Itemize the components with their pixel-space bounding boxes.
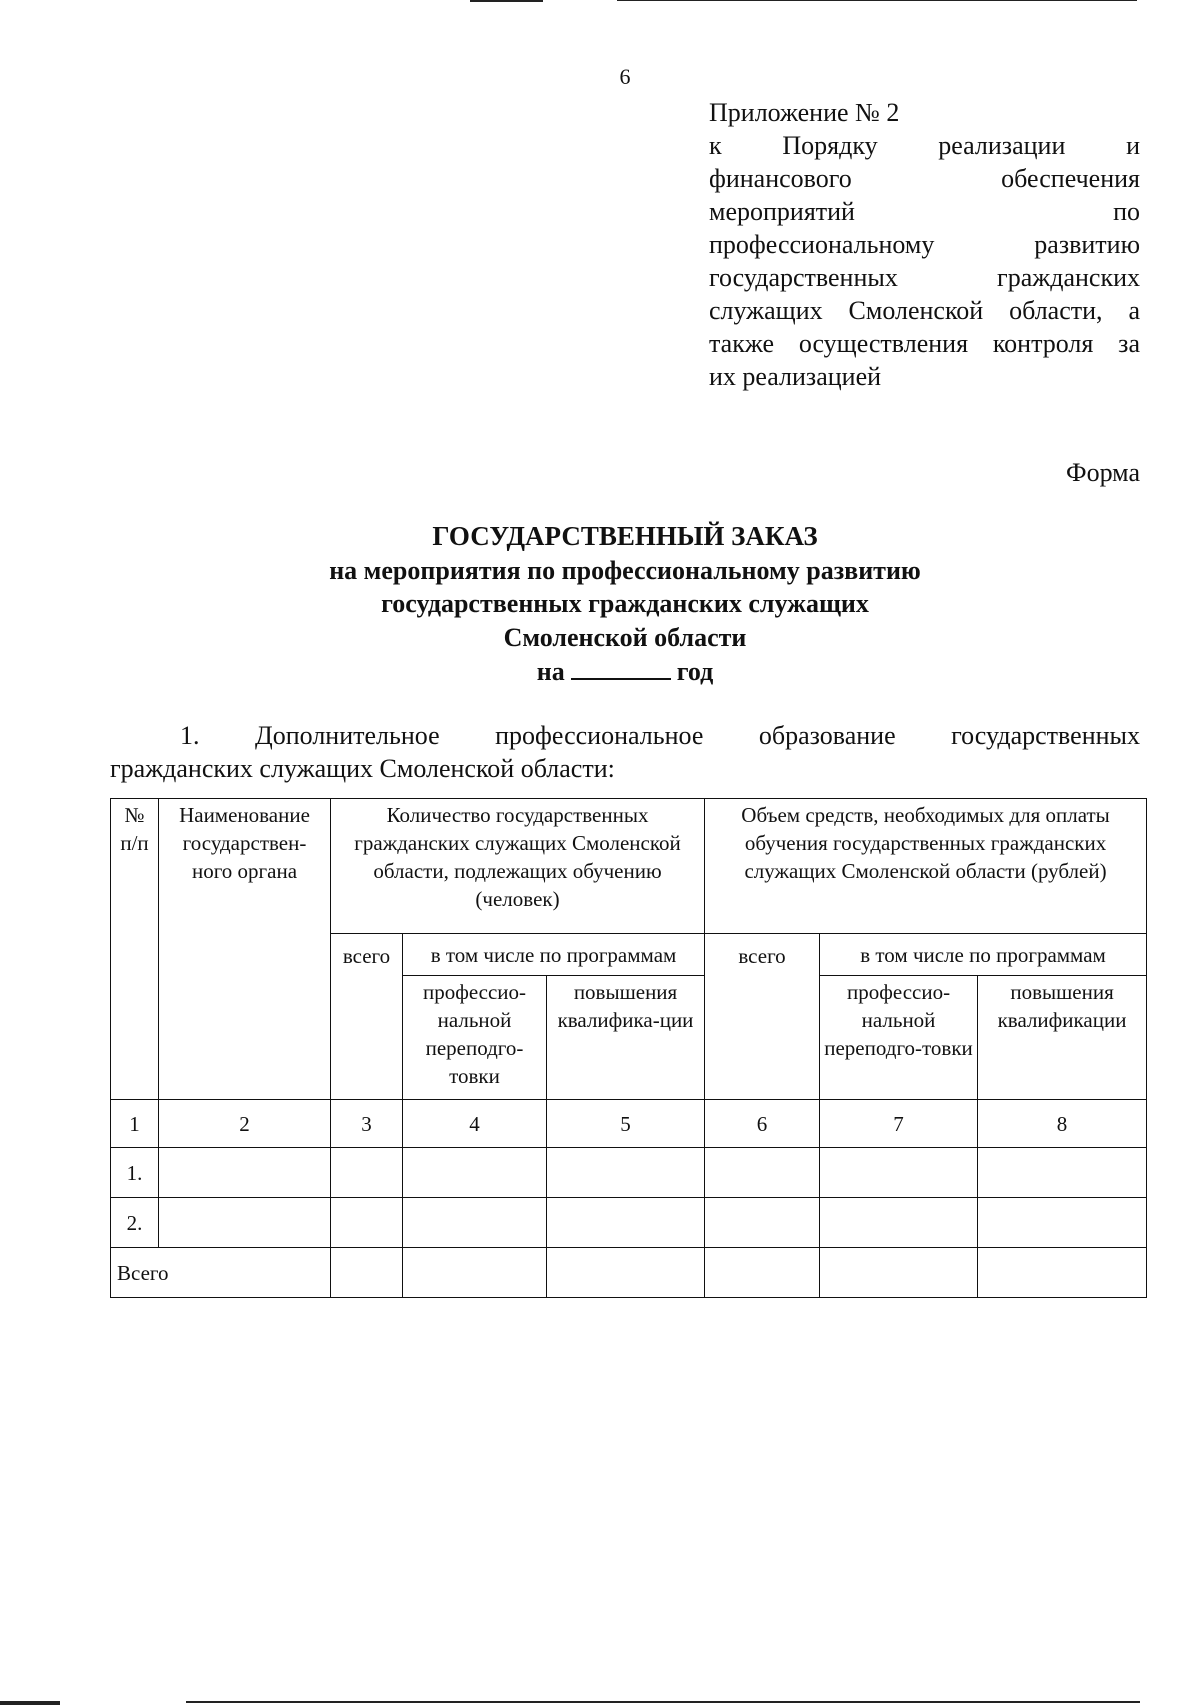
table-cell[interactable] [547, 1248, 705, 1298]
scan-artifact-top [617, 0, 1137, 1]
row-number: 1. [111, 1148, 159, 1198]
table-cell[interactable] [403, 1248, 547, 1298]
table-cell[interactable] [978, 1198, 1147, 1248]
header-funds-incl: в том числе по программам [820, 934, 1147, 976]
header-count-group: Количество государственных гражданских служащих Смоленской области, подлежащих обучению (человек) [331, 799, 705, 934]
table-cell[interactable] [403, 1148, 547, 1198]
appendix-line: государственных гражданских [709, 263, 1140, 292]
appendix-line: Приложение № 2 [709, 98, 900, 127]
title-year-line [110, 654, 1140, 689]
table-cell[interactable] [403, 1198, 547, 1248]
column-number: 5 [547, 1100, 705, 1148]
title-line: Смоленской области [503, 622, 747, 652]
section-line: 1. Дополнительное профессиональное образование государственных [180, 721, 1140, 750]
year-blank [571, 654, 671, 680]
table-cell[interactable] [159, 1148, 331, 1198]
document-title [110, 520, 1140, 689]
scan-artifact-top [470, 0, 543, 2]
section-line: гражданских служащих Смоленской области: [110, 754, 615, 783]
header-funds-total: всего [705, 934, 820, 1100]
appendix-line: их реализацией [709, 362, 882, 391]
title-main: ГОСУДАРСТВЕННЫЙ ЗАКАЗ [432, 521, 818, 551]
year-suffix: год [676, 657, 714, 686]
page-number: 6 [619, 64, 631, 89]
table-cell[interactable] [978, 1148, 1147, 1198]
table-cell[interactable] [978, 1248, 1147, 1298]
table-cell[interactable] [159, 1198, 331, 1248]
header-count-incl: в том числе по программам [403, 934, 705, 976]
appendix-block [709, 96, 1140, 393]
row-number: 2. [111, 1198, 159, 1248]
order-table [110, 798, 1147, 1298]
form-label: Форма [1066, 458, 1140, 487]
title-line: государственных гражданских служащих [381, 589, 869, 618]
column-number: 2 [159, 1100, 331, 1148]
column-number: 8 [978, 1100, 1147, 1148]
table-cell[interactable] [820, 1248, 978, 1298]
table-cell[interactable] [331, 1248, 403, 1298]
header-count-total: всего [331, 934, 403, 1100]
header-funds-qualification: повышения квалификации [978, 976, 1147, 1100]
total-label: Всего [111, 1248, 331, 1298]
appendix-line: также осуществления контроля за [709, 329, 1140, 358]
appendix-line: к Порядку реализации и [709, 131, 1140, 160]
header-funds-group: Объем средств, необходимых для оплаты обучения государственных гражданских служащих Смоленской области (рублей) [705, 799, 1147, 934]
table-cell[interactable] [820, 1148, 978, 1198]
year-prefix: на [536, 657, 565, 686]
column-number: 7 [820, 1100, 978, 1148]
header-count-retraining: профессио-нальной переподго-товки [403, 976, 547, 1100]
scan-artifact-bottom [186, 1701, 1140, 1703]
table-total-row [111, 1248, 1147, 1298]
column-number: 1 [111, 1100, 159, 1148]
title-line: на мероприятия по профессиональному развитию [329, 555, 921, 585]
table-cell[interactable] [705, 1148, 820, 1198]
header-count-qualification: повышения квалифика-ции [547, 976, 705, 1100]
appendix-line: служащих Смоленской области, а [709, 296, 1140, 325]
appendix-line: профессиональному развитию [709, 230, 1140, 259]
column-number: 6 [705, 1100, 820, 1148]
appendix-line: финансового обеспечения [709, 164, 1140, 193]
header-funds-retraining: профессио-нальной переподго-товки [820, 976, 978, 1100]
header-num: № п/п [111, 799, 159, 1100]
header-org: Наименование государствен-ного органа [159, 799, 331, 1100]
table-cell[interactable] [331, 1198, 403, 1248]
table-cell[interactable] [547, 1198, 705, 1248]
table-row [111, 1148, 1147, 1198]
table-cell[interactable] [331, 1148, 403, 1198]
table-row [111, 1198, 1147, 1248]
table-cell[interactable] [705, 1248, 820, 1298]
section-paragraph [110, 719, 1140, 785]
column-number: 3 [331, 1100, 403, 1148]
table-cell[interactable] [705, 1198, 820, 1248]
column-number: 4 [403, 1100, 547, 1148]
scan-artifact-bottom [0, 1701, 60, 1705]
table-cell[interactable] [820, 1198, 978, 1248]
appendix-line: мероприятий по [709, 197, 1140, 226]
table-cell[interactable] [547, 1148, 705, 1198]
